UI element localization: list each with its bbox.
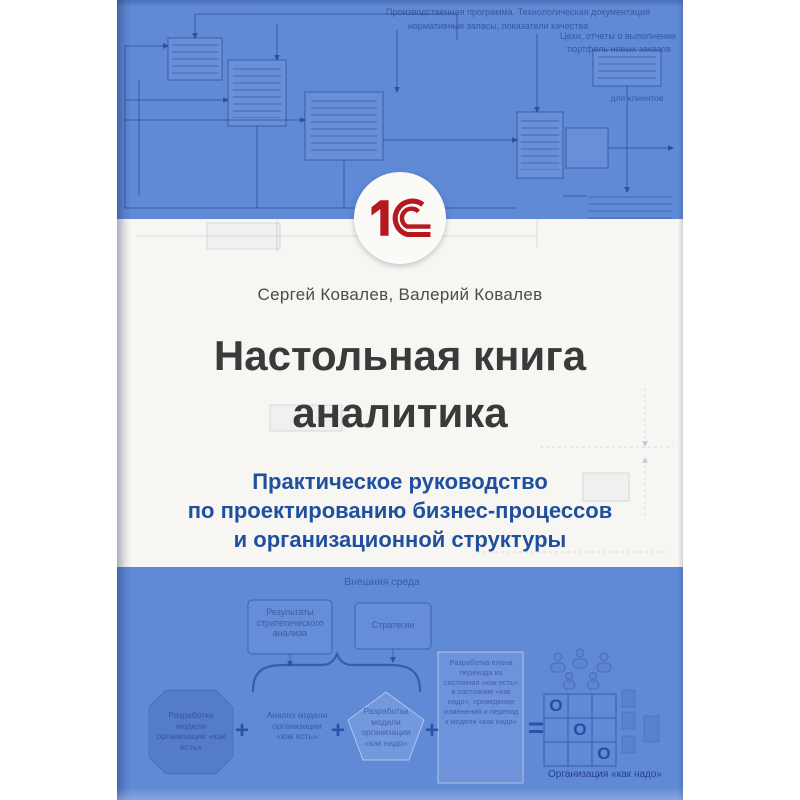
process-box — [566, 128, 608, 168]
brace-decoration — [253, 654, 420, 691]
plan-box-label: Разработка плана перехода из состояния «как есть» в состояние «как надо», проведение изменений и переход к модели «как надо» — [443, 658, 519, 726]
publisher-logo — [354, 172, 446, 264]
strategy-box-label: Стратегии — [371, 620, 415, 630]
diagram-caption: Цехи, отчеты о выполнении — [559, 31, 677, 41]
org-unit-boxes — [622, 690, 659, 753]
book-subtitle-line-3: и организационной структуры — [233, 527, 567, 552]
strategy-box-label: Результаты стратегического анализа — [256, 607, 324, 638]
step-label: Разработка модели организации «как есть» — [156, 710, 226, 752]
box-text-placeholder — [598, 56, 656, 80]
plus-icon: + — [330, 717, 345, 744]
book-subtitle-line-2: по проектированию бизнес-процессов — [187, 498, 613, 523]
grid-letter: О — [573, 720, 587, 739]
spine-shadow — [117, 0, 131, 800]
title-band — [117, 219, 683, 567]
bottom-edge-highlight — [117, 787, 683, 800]
diagram-caption: Производственная программа. Технологическая документация — [386, 7, 650, 17]
result-caption: Организация «как надо» — [547, 769, 662, 780]
environment-label: Внешняя среда — [344, 576, 420, 588]
right-edge-shadow — [678, 0, 683, 800]
plus-icon: + — [234, 717, 249, 744]
box-text-placeholder — [311, 100, 377, 152]
box-text-placeholder — [233, 68, 281, 118]
book-subtitle — [117, 467, 683, 554]
top-edge-shadow — [117, 0, 683, 7]
grid-letter: О — [549, 696, 563, 715]
diagram-caption: портфель новых заказов — [567, 44, 671, 54]
authors: Сергей Ковалев, Валерий Ковалев — [257, 285, 543, 304]
box-text-placeholder — [172, 44, 218, 74]
equals-icon: = — [527, 712, 545, 743]
diagram-label: для клиентов — [610, 93, 664, 103]
book-title-line-1: Настольная книга — [213, 332, 587, 379]
book-cover — [117, 0, 683, 800]
book-title — [117, 327, 683, 441]
book-title-line-2: аналитика — [292, 389, 508, 436]
book-subtitle-line-1: Практическое руководство — [252, 469, 548, 494]
step-label: Анализ модели организации «как есть» — [266, 710, 328, 741]
step-label: Разработка модели организации «как надо» — [361, 706, 411, 748]
box-text-placeholder — [521, 120, 559, 170]
grid-letter: О — [597, 744, 611, 763]
diagram-caption: нормативные запасы, показатели качества — [407, 21, 589, 31]
people-icons — [551, 649, 611, 689]
plus-icon: + — [424, 717, 439, 744]
1c-logo-icon — [367, 195, 433, 241]
